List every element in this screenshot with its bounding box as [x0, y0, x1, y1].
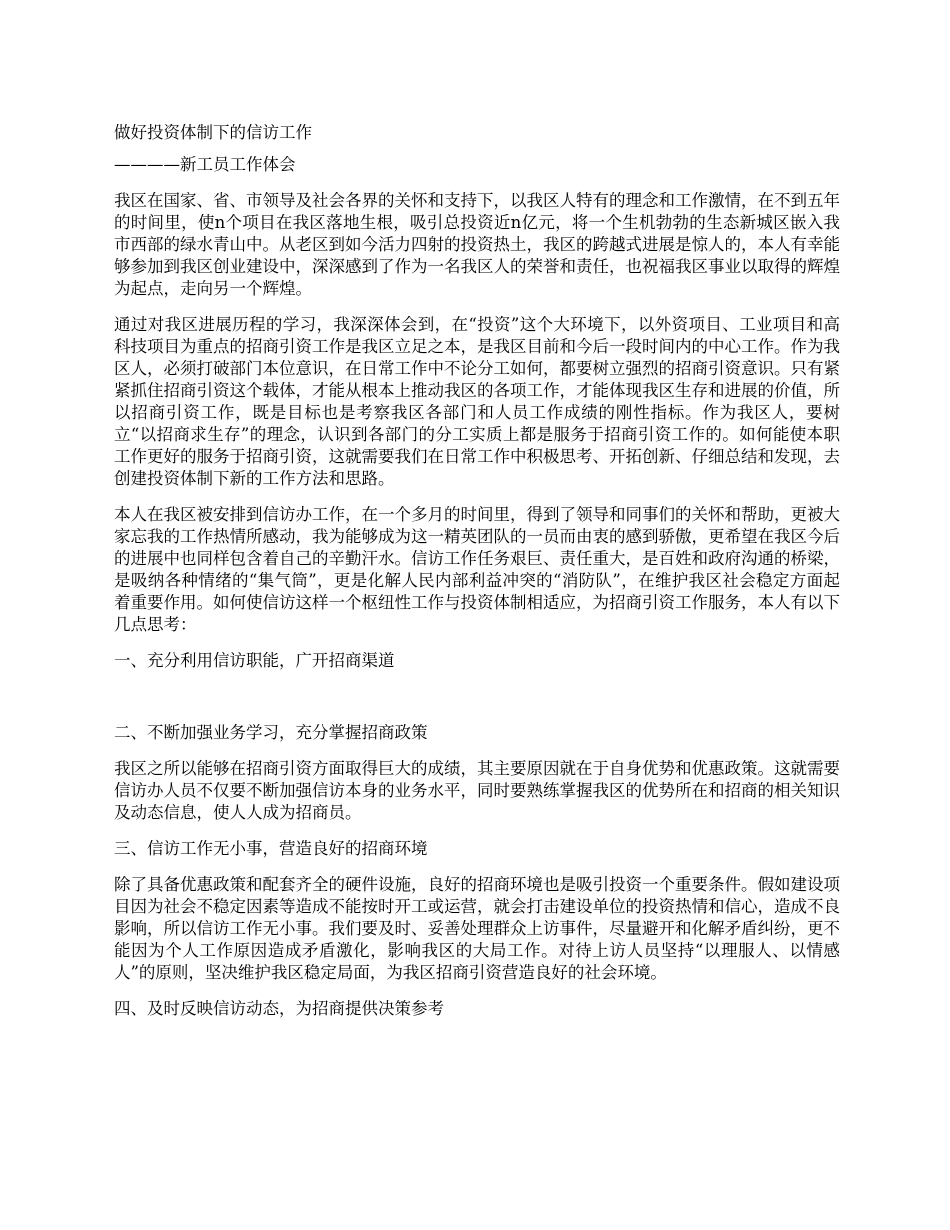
document-page	[114, 122, 840, 1034]
section-heading-4: 四、及时反映信访动态，为招商提供决策参考	[114, 999, 444, 1018]
section-heading-1: 一、充分利用信访职能，广开招商渠道	[114, 651, 395, 670]
paragraph-intro: 我区在国家、省、市领导及社会各界的关怀和支持下，以我区人特有的理念和工作激情，在不到五年的时间里，使n个项目在我区落地生根，吸引总投资近n亿元，将一个生机勃勃的生态新城区嵌入我市西部的绿水青山中。从老区到如今活力四射的投资热土，我区的跨越式进展是惊人的，本人有幸能够参加到我区创业建设中，深深感到了作为一名我区人的荣誉和责任，也祝福我区事业以取得的辉煌为起点，走向另一个辉煌。	[114, 191, 840, 298]
paragraph-section-2: 我区之所以能够在招商引资方面取得巨大的成绩，其主要原因就在于自身优势和优惠政策。这就需要信访办人员不仅要不断加强信访本身的业务水平，同时要熟练掌握我区的优势所在和招商的相关知识及动态信息，使人人成为招商员。	[114, 759, 840, 822]
section-heading-2: 二、不断加强业务学习，充分掌握招商政策	[114, 723, 428, 742]
paragraph-petition-office: 本人在我区被安排到信访办工作，在一个多月的时间里，得到了领导和同事们的关怀和帮助，更被大家忘我的工作热情所感动，我为能够成为这一精英团队的一员而由衷的感到骄傲，更希望在我区今后的进展中也同样包含着自己的辛勤汗水。信访工作任务艰巨、责任重大，是百姓和政府沟通的桥梁，是吸纳各种情绪的“集气筒”，更是化解人民内部利益冲突的“消防队”，在维护我区社会稳定方面起着重要作用。如何使信访这样一个枢纽性工作与投资体制相适应，为招商引资工作服务，本人有以下几点思考：	[114, 505, 840, 634]
paragraph-section-3: 除了具备优惠政策和配套齐全的硬件设施，良好的招商环境也是吸引投资一个重要条件。假如建设项目因为社会不稳定因素等造成不能按时开工或运营，就会打击建设单位的投资热情和信心，造成不良影响，所以信访工作无小事。我们要及时、妥善处理群众上访事件，尽量避开和化解矛盾纠纷，更不能因为个人工作原因造成矛盾激化，影响我区的大局工作。对待上访人员坚持“以理服人、以情感人”的原则，坚决维护我区稳定局面，为我区招商引资营造良好的社会环境。	[114, 875, 840, 982]
document-title: 做好投资体制下的信访工作	[114, 123, 312, 142]
document-subtitle: ————新工员工作体会	[114, 155, 296, 174]
paragraph-investment: 通过对我区进展历程的学习，我深深体会到，在“投资”这个大环境下，以外资项目、工业项目和高科技项目为重点的招商引资工作是我区立足之本，是我区目前和今后一段时间内的中心工作。作为我区人，必须打破部门本位意识，在日常工作中不论分工如何，都要树立强烈的招商引资意识。只有紧紧抓住招商引资这个载体，才能从根本上推动我区的各项工作，才能体现我区生存和进展的价值，所以招商引资工作，既是目标也是考察我区各部门和人员工作成绩的刚性指标。作为我区人，要树立“以招商求生存”的理念，认识到各部门的分工实质上都是服务于招商引资工作的。如何能使本职工作更好的服务于招商引资，这就需要我们在日常工作中积极思考、开拓创新、仔细总结和发现，去创建投资体制下新的工作方法和思路。	[114, 315, 840, 488]
section-heading-3: 三、信访工作无小事，营造良好的招商环境	[114, 839, 428, 858]
